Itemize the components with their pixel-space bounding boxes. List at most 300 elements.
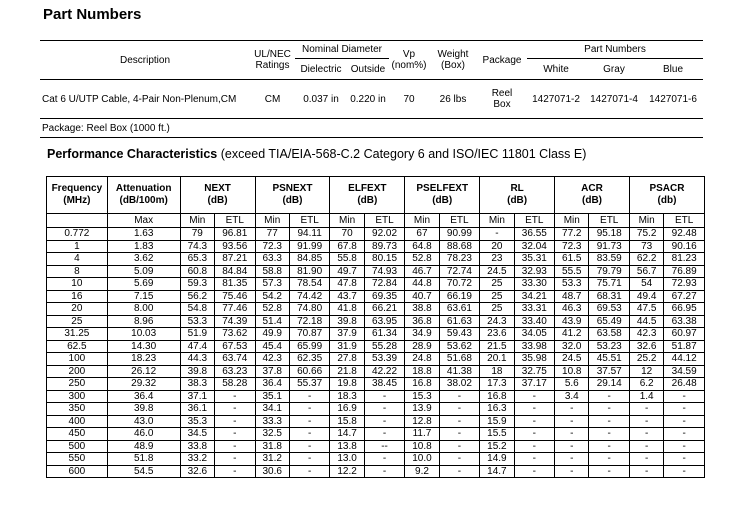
table-cell: 20	[47, 303, 108, 316]
table-cell: -	[514, 403, 554, 416]
row-package: Reel Box	[477, 80, 527, 119]
table-cell: 38.3	[180, 378, 214, 391]
table-cell: 5.69	[107, 278, 180, 291]
perf-subheader: ETL	[664, 214, 705, 228]
table-cell: 93.56	[215, 240, 255, 253]
table-cell: -	[589, 390, 629, 403]
table-cell: 75.2	[629, 228, 663, 241]
table-cell: 23	[480, 253, 514, 266]
table-cell: --	[364, 440, 404, 453]
table-cell: 47.5	[629, 303, 663, 316]
table-cell: 67	[405, 228, 439, 241]
table-cell: 66.21	[364, 303, 404, 316]
perf-header-group: NEXT (dB)	[180, 177, 255, 214]
table-cell: -	[215, 390, 255, 403]
perf-subheader: ETL	[289, 214, 329, 228]
header-ulnec: UL/NEC Ratings	[254, 49, 291, 71]
table-cell: 57.3	[255, 278, 289, 291]
table-row	[47, 440, 705, 453]
perf-subheader-row	[47, 214, 705, 228]
table-cell: 27.8	[330, 353, 364, 366]
table-cell: -	[439, 465, 479, 478]
table-cell: 81.90	[289, 265, 329, 278]
table-cell: 96.81	[215, 228, 255, 241]
table-cell: 74.80	[289, 303, 329, 316]
table-cell: 10.8	[555, 365, 589, 378]
table-cell: 91.73	[589, 240, 629, 253]
table-row	[47, 315, 705, 328]
table-cell: 18	[480, 365, 514, 378]
perf-header-group: Frequency (MHz)	[47, 177, 108, 214]
table-cell: 46.7	[405, 265, 439, 278]
table-cell: -	[514, 390, 554, 403]
table-cell: 54.2	[255, 290, 289, 303]
table-cell: 10	[47, 278, 108, 291]
table-row	[47, 465, 705, 478]
table-cell: 200	[47, 365, 108, 378]
table-cell: 51.9	[180, 328, 214, 341]
table-cell: 94.11	[289, 228, 329, 241]
table-cell: 6.2	[629, 378, 663, 391]
table-cell: 21.8	[330, 365, 364, 378]
table-cell: 53.3	[180, 315, 214, 328]
table-row	[47, 453, 705, 466]
table-cell: 44.8	[405, 278, 439, 291]
table-cell: 5.09	[107, 265, 180, 278]
table-cell: 20	[480, 240, 514, 253]
table-cell: -	[289, 428, 329, 441]
table-cell: 25	[480, 290, 514, 303]
header-nominal-diameter: Nominal Diameter	[295, 41, 389, 59]
table-row	[47, 403, 705, 416]
table-cell: 76.89	[664, 265, 705, 278]
table-cell: 550	[47, 453, 108, 466]
perf-header-group: PSACR (db)	[629, 177, 704, 214]
perf-subheader: Min	[480, 214, 514, 228]
header-vp: Vp (nom%)	[391, 49, 427, 71]
table-cell: 34.05	[514, 328, 554, 341]
table-cell: 31.2	[255, 453, 289, 466]
table-cell: 92.02	[364, 228, 404, 241]
table-cell: 58.28	[215, 378, 255, 391]
table-cell: 62.5	[47, 340, 108, 353]
table-cell: 33.30	[514, 278, 554, 291]
table-cell: -	[514, 428, 554, 441]
table-cell: -	[664, 390, 705, 403]
table-cell: 53.62	[439, 340, 479, 353]
table-cell: -	[629, 428, 663, 441]
page-title: Part Numbers	[43, 6, 142, 23]
table-cell: 81.35	[215, 278, 255, 291]
table-cell: 72.18	[289, 315, 329, 328]
perf-subheader: ETL	[514, 214, 554, 228]
table-cell: 32.6	[629, 340, 663, 353]
table-cell: 38.8	[405, 303, 439, 316]
table-cell: 90.16	[664, 240, 705, 253]
table-cell: 45.4	[255, 340, 289, 353]
table-cell: 28.9	[405, 340, 439, 353]
table-cell: 24.5	[555, 353, 589, 366]
table-cell: 33.2	[180, 453, 214, 466]
table-cell: 73	[629, 240, 663, 253]
table-cell: -	[439, 403, 479, 416]
table-cell: 23.6	[480, 328, 514, 341]
table-cell: 12	[629, 365, 663, 378]
table-cell: 74.42	[289, 290, 329, 303]
row-description: Cat 6 U/UTP Cable, 4-Pair Non-Plenum,CM	[40, 80, 250, 119]
table-cell: 72.3	[255, 240, 289, 253]
table-cell: -	[289, 390, 329, 403]
table-cell: -	[364, 390, 404, 403]
table-cell: 14.7	[330, 428, 364, 441]
table-cell: 52.8	[255, 303, 289, 316]
table-cell: 34.9	[405, 328, 439, 341]
table-cell: 46.0	[107, 428, 180, 441]
table-cell: 15.3	[405, 390, 439, 403]
perf-header-group: PSELFEXT (dB)	[405, 177, 480, 214]
table-cell: 0.772	[47, 228, 108, 241]
perf-header-row	[47, 177, 705, 214]
table-cell: 61.34	[364, 328, 404, 341]
table-cell: 60.66	[289, 365, 329, 378]
table-cell: 13.9	[405, 403, 439, 416]
table-cell: 36.4	[107, 390, 180, 403]
performance-title: Performance Characteristics (exceed TIA/EIA-568-C.2 Category 6 and ISO/IEC 11801 Class E)	[47, 147, 587, 161]
table-cell: 15.8	[330, 415, 364, 428]
table-cell: -	[289, 465, 329, 478]
table-cell: 75.46	[215, 290, 255, 303]
table-cell: 15.9	[480, 415, 514, 428]
header-package: Package	[482, 54, 522, 66]
table-cell: -	[555, 453, 589, 466]
table-cell: 1	[47, 240, 108, 253]
table-cell: 100	[47, 353, 108, 366]
table-cell: -	[555, 465, 589, 478]
table-cell: -	[364, 403, 404, 416]
table-cell: 8.96	[107, 315, 180, 328]
table-cell: 72.74	[439, 265, 479, 278]
table-cell: 79	[180, 228, 214, 241]
table-cell: 63.61	[439, 303, 479, 316]
table-cell: 29.32	[107, 378, 180, 391]
table-cell: 33.8	[180, 440, 214, 453]
header-weight: Weight (Box)	[437, 49, 469, 71]
table-cell: 72.3	[555, 240, 589, 253]
table-cell: 5.6	[555, 378, 589, 391]
table-cell: 66.19	[439, 290, 479, 303]
table-cell: 54	[629, 278, 663, 291]
table-cell: -	[514, 415, 554, 428]
row-outside: 0.220 in	[347, 80, 389, 119]
table-cell: 88.68	[439, 240, 479, 253]
table-row	[47, 278, 705, 291]
table-cell: 31.8	[255, 440, 289, 453]
table-cell: 15.5	[480, 428, 514, 441]
table-cell: -	[629, 403, 663, 416]
perf-subheader: Min	[255, 214, 289, 228]
perf-header-group: ACR (dB)	[555, 177, 630, 214]
table-row	[47, 365, 705, 378]
table-cell: 65.99	[289, 340, 329, 353]
perf-header-group: PSNEXT (dB)	[255, 177, 330, 214]
table-cell: 49.4	[629, 290, 663, 303]
table-cell: 47.4	[180, 340, 214, 353]
table-cell: 49.7	[330, 265, 364, 278]
table-cell: 66.95	[664, 303, 705, 316]
table-cell: 42.3	[255, 353, 289, 366]
table-cell: 36.4	[255, 378, 289, 391]
table-cell: -	[514, 453, 554, 466]
table-cell: 54.5	[107, 465, 180, 478]
table-cell: 16.8	[480, 390, 514, 403]
header-blue: Blue	[662, 63, 683, 75]
performance-table	[46, 176, 705, 478]
table-cell: 51.4	[255, 315, 289, 328]
table-cell: -	[364, 415, 404, 428]
table-cell: 55.8	[330, 253, 364, 266]
table-cell: 3.62	[107, 253, 180, 266]
table-cell: 25	[480, 303, 514, 316]
table-cell: 32.0	[555, 340, 589, 353]
table-cell: -	[514, 440, 554, 453]
table-cell: 300	[47, 390, 108, 403]
table-cell: -	[364, 465, 404, 478]
table-cell: 36.55	[514, 228, 554, 241]
table-cell: 600	[47, 465, 108, 478]
table-cell: 81.23	[664, 253, 705, 266]
table-cell: 13.8	[330, 440, 364, 453]
table-cell: 67.27	[664, 290, 705, 303]
table-cell: 74.3	[180, 240, 214, 253]
table-cell: 37.8	[255, 365, 289, 378]
table-row	[47, 253, 705, 266]
header-white: White	[543, 63, 569, 75]
table-cell: 10.8	[405, 440, 439, 453]
table-cell: -	[589, 453, 629, 466]
table-cell: -	[664, 465, 705, 478]
table-cell: 400	[47, 415, 108, 428]
table-cell: 32.5	[255, 428, 289, 441]
table-cell: 250	[47, 378, 108, 391]
table-cell: 60.97	[664, 328, 705, 341]
table-cell: 13.0	[330, 453, 364, 466]
table-cell: 59.43	[439, 328, 479, 341]
table-cell: 53.3	[555, 278, 589, 291]
header-part-numbers: Part Numbers	[527, 41, 703, 59]
table-cell: -	[629, 440, 663, 453]
table-row	[47, 390, 705, 403]
table-cell: 39.8	[180, 365, 214, 378]
table-cell: -	[215, 453, 255, 466]
table-cell: 12.2	[330, 465, 364, 478]
table-cell: 16.9	[330, 403, 364, 416]
perf-header-group: RL (dB)	[480, 177, 555, 214]
table-cell: 70.87	[289, 328, 329, 341]
table-cell: -	[439, 428, 479, 441]
table-cell: 51.87	[664, 340, 705, 353]
table-cell: 74.93	[364, 265, 404, 278]
table-cell: 77.2	[555, 228, 589, 241]
package-note: Package: Reel Box (1000 ft.)	[40, 119, 703, 138]
table-row	[47, 228, 705, 241]
table-cell: 63.74	[215, 353, 255, 366]
table-cell: 34.5	[180, 428, 214, 441]
table-cell: -	[215, 465, 255, 478]
table-cell: -	[629, 415, 663, 428]
table-cell: 21.5	[480, 340, 514, 353]
table-cell: -	[289, 415, 329, 428]
table-row	[47, 415, 705, 428]
table-cell: 65.3	[180, 253, 214, 266]
table-cell: 35.98	[514, 353, 554, 366]
table-cell: 37.9	[330, 328, 364, 341]
table-cell: 35.31	[514, 253, 554, 266]
table-cell: 41.2	[555, 328, 589, 341]
table-cell: 41.38	[439, 365, 479, 378]
table-row	[47, 428, 705, 441]
table-cell: 55.28	[364, 340, 404, 353]
table-cell: -	[589, 415, 629, 428]
table-cell: 25	[480, 278, 514, 291]
table-cell: 8	[47, 265, 108, 278]
table-row	[47, 303, 705, 316]
table-cell: -	[364, 453, 404, 466]
table-cell: 92.48	[664, 228, 705, 241]
table-cell: -	[439, 390, 479, 403]
table-cell: 35.1	[255, 390, 289, 403]
table-row	[47, 265, 705, 278]
table-row	[47, 378, 705, 391]
table-cell: 52.8	[405, 253, 439, 266]
table-cell: 450	[47, 428, 108, 441]
table-cell: 69.35	[364, 290, 404, 303]
table-cell: 31.9	[330, 340, 364, 353]
table-cell: 4	[47, 253, 108, 266]
row-vp: 70	[389, 80, 429, 119]
perf-subheader: ETL	[364, 214, 404, 228]
table-cell: 37.17	[514, 378, 554, 391]
table-cell: 47.8	[330, 278, 364, 291]
table-cell: 43.0	[107, 415, 180, 428]
table-cell: 61.63	[439, 315, 479, 328]
table-cell: 30.6	[255, 465, 289, 478]
table-cell: 500	[47, 440, 108, 453]
table-cell: 62.35	[289, 353, 329, 366]
table-cell: 14.30	[107, 340, 180, 353]
table-cell: 8.00	[107, 303, 180, 316]
table-cell: 78.23	[439, 253, 479, 266]
table-cell: 18.8	[405, 365, 439, 378]
perf-subheader	[47, 214, 108, 228]
table-cell: 12.8	[405, 415, 439, 428]
table-cell: 7.15	[107, 290, 180, 303]
performance-body	[47, 177, 705, 478]
table-cell: 24.3	[480, 315, 514, 328]
table-cell: -	[289, 403, 329, 416]
table-cell: 1.83	[107, 240, 180, 253]
table-cell: 35.3	[180, 415, 214, 428]
table-cell: 56.7	[629, 265, 663, 278]
table-cell: -	[555, 428, 589, 441]
table-cell: -	[589, 440, 629, 453]
table-cell: 48.9	[107, 440, 180, 453]
table-cell: 10.03	[107, 328, 180, 341]
table-row	[47, 353, 705, 366]
table-cell: 31.25	[47, 328, 108, 341]
table-cell: 80.15	[364, 253, 404, 266]
table-cell: 74.39	[215, 315, 255, 328]
table-cell: 350	[47, 403, 108, 416]
table-cell: -	[664, 440, 705, 453]
table-cell: -	[589, 403, 629, 416]
table-cell: 44.5	[629, 315, 663, 328]
table-cell: 55.37	[289, 378, 329, 391]
table-cell: 79.79	[589, 265, 629, 278]
table-cell: 78.54	[289, 278, 329, 291]
table-cell: 84.84	[215, 265, 255, 278]
table-cell: 58.8	[255, 265, 289, 278]
perf-subheader: ETL	[589, 214, 629, 228]
perf-header-group: Attenuation (dB/100m)	[107, 177, 180, 214]
table-cell: 67.8	[330, 240, 364, 253]
table-cell: 34.59	[664, 365, 705, 378]
table-cell: 26.48	[664, 378, 705, 391]
table-cell: 46.3	[555, 303, 589, 316]
table-cell: -	[439, 440, 479, 453]
row-weight: 26 lbs	[429, 80, 477, 119]
perf-subheader: Min	[180, 214, 214, 228]
table-cell: 25.2	[629, 353, 663, 366]
table-cell: 41.8	[330, 303, 364, 316]
table-cell: -	[589, 428, 629, 441]
table-cell: 77.46	[215, 303, 255, 316]
table-cell: 72.84	[364, 278, 404, 291]
table-cell: 70	[330, 228, 364, 241]
table-cell: 33.40	[514, 315, 554, 328]
table-cell: 14.9	[480, 453, 514, 466]
part-numbers-table	[40, 40, 703, 138]
table-cell: 37.57	[589, 365, 629, 378]
table-cell: -	[215, 403, 255, 416]
table-cell: 90.99	[439, 228, 479, 241]
table-cell: 19.8	[330, 378, 364, 391]
table-cell: 56.2	[180, 290, 214, 303]
row-rating: CM	[250, 80, 295, 119]
table-cell: 54.8	[180, 303, 214, 316]
table-cell: -	[555, 415, 589, 428]
table-cell: 17.3	[480, 378, 514, 391]
perf-subheader: Max	[107, 214, 180, 228]
table-cell: 3.4	[555, 390, 589, 403]
table-cell: 51.8	[107, 453, 180, 466]
table-cell: 68.31	[589, 290, 629, 303]
table-cell: 32.6	[180, 465, 214, 478]
table-cell: 63.23	[215, 365, 255, 378]
header-gray: Gray	[603, 63, 625, 75]
table-cell: 60.8	[180, 265, 214, 278]
table-cell: 72.93	[664, 278, 705, 291]
table-cell: 38.02	[439, 378, 479, 391]
table-cell: -	[629, 465, 663, 478]
table-cell: 32.75	[514, 365, 554, 378]
perf-subheader: ETL	[439, 214, 479, 228]
header-dielectric: Dielectric	[300, 63, 342, 75]
table-cell: 48.7	[555, 290, 589, 303]
row-blue: 1427071-6	[643, 80, 703, 119]
table-cell: 55.5	[555, 265, 589, 278]
table-cell: -	[215, 428, 255, 441]
row-dielectric: 0.037 in	[295, 80, 347, 119]
